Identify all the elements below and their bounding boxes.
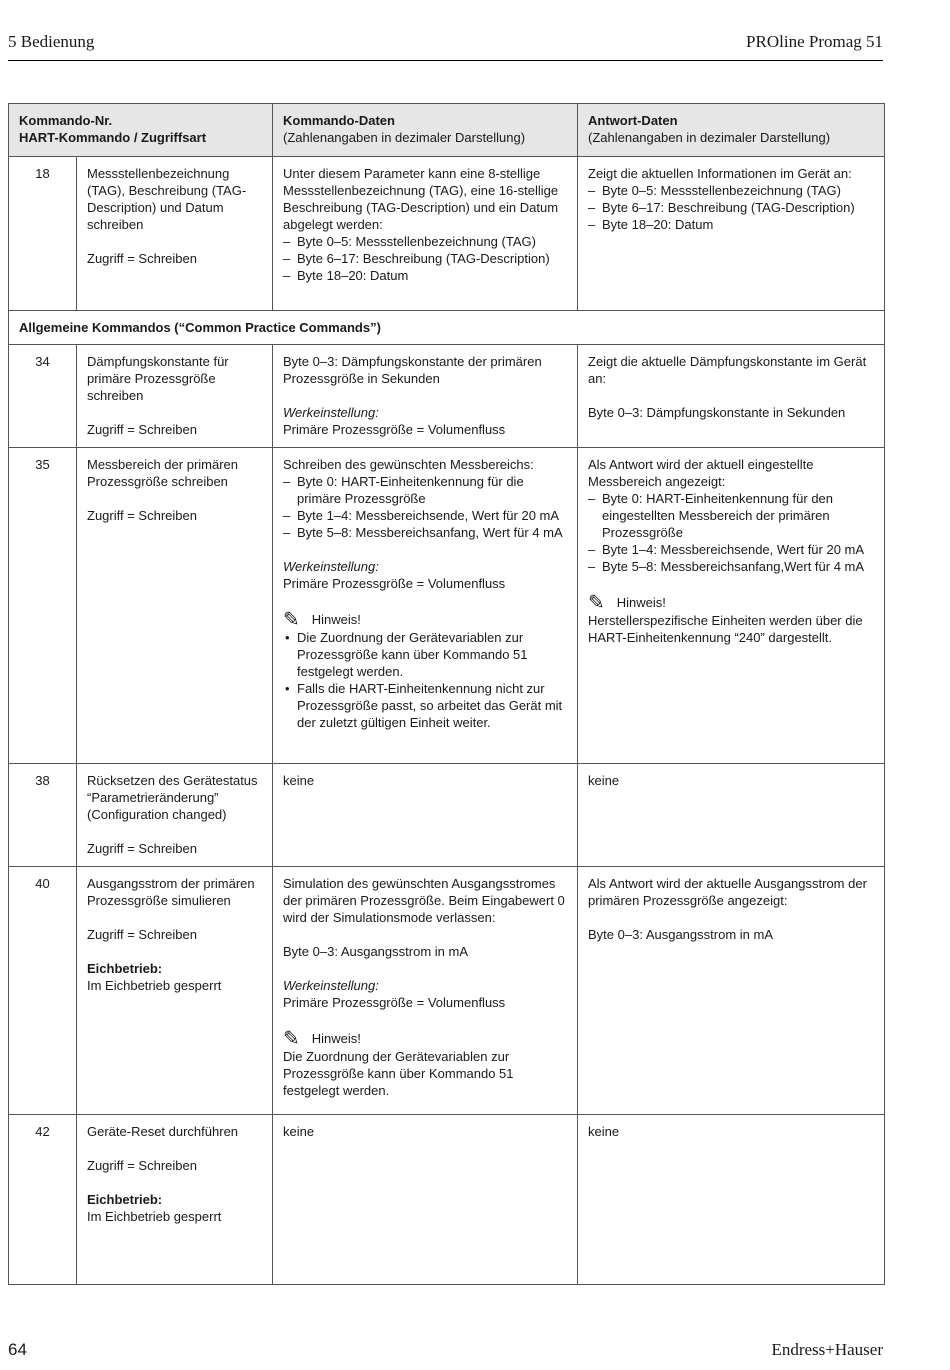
command-number: 40 bbox=[9, 867, 77, 1115]
command-data-cell bbox=[273, 448, 578, 764]
table-header-row bbox=[9, 104, 885, 157]
response-text: keine bbox=[588, 773, 620, 788]
access-type: Zugriff = Schreiben bbox=[87, 508, 197, 523]
response-data-cell bbox=[578, 448, 885, 764]
command-data-cell bbox=[273, 764, 578, 867]
response-data-cell bbox=[578, 345, 885, 448]
command-number: 35 bbox=[9, 448, 77, 764]
list-item: – Byte 0: HART-Einheitenkennung für den eingestellten Messbereich der primären Prozessgröße bbox=[588, 490, 874, 541]
list-item: – Byte 6–17: Beschreibung (TAG-Description) bbox=[588, 199, 874, 216]
table-row bbox=[9, 1115, 885, 1285]
page-number: 64 bbox=[8, 1340, 27, 1359]
response-text: keine bbox=[588, 1124, 620, 1139]
command-name-cell bbox=[77, 345, 273, 448]
command-data-intro: Simulation des gewünschten Ausgangsstromes der primären Prozessgröße. Beim Eingabewert 0 wird der Simulationsmode verlassen: bbox=[283, 876, 565, 925]
response-list bbox=[588, 182, 874, 233]
access-type: Zugriff = Schreiben bbox=[87, 251, 197, 266]
command-number: 38 bbox=[9, 764, 77, 867]
note-text: Die Zuordnung der Gerätevariablen zur Prozessgröße kann über Kommando 51 festgelegt werden. bbox=[283, 1049, 514, 1098]
pencil-icon: ✎ bbox=[283, 1026, 300, 1050]
command-name: Dämpfungskonstante für primäre Prozessgröße schreiben bbox=[87, 354, 229, 403]
access-type: Zugriff = Schreiben bbox=[87, 841, 197, 856]
header-command-data-label: Kommando-Daten bbox=[283, 113, 395, 128]
command-data-cell bbox=[273, 1115, 578, 1285]
response-intro: Zeigt die aktuellen Informationen im Gerät an: bbox=[588, 166, 852, 181]
header-access-label: HART-Kommando / Zugriffsart bbox=[19, 130, 207, 145]
pencil-icon: ✎ bbox=[283, 607, 300, 631]
response-list bbox=[588, 490, 874, 575]
command-data-text: keine bbox=[283, 1124, 315, 1139]
command-data-text: Byte 0–3: Ausgangsstrom in mA bbox=[283, 944, 468, 959]
table-row bbox=[9, 867, 885, 1115]
list-item: – Byte 0–5: Messstellenbezeichnung (TAG) bbox=[588, 182, 874, 199]
command-name-cell bbox=[77, 764, 273, 867]
list-item: • Falls die HART-Einheitenkennung nicht zur Prozessgröße passt, so arbeitet das Gerät mit der zuletzt gültigen Einheit weiter. bbox=[283, 680, 567, 731]
command-data-list bbox=[283, 233, 567, 284]
header-response-data-sub: (Zahlenangaben in dezimaler Darstellung) bbox=[588, 130, 831, 145]
note-list bbox=[283, 629, 567, 731]
chapter-title: 5 Bedienung bbox=[8, 32, 95, 51]
command-name-cell bbox=[77, 1115, 273, 1285]
access-type: Zugriff = Schreiben bbox=[87, 1158, 197, 1173]
note-heading bbox=[588, 592, 874, 612]
command-name-cell bbox=[77, 867, 273, 1115]
list-item: – Byte 1–4: Messbereichsende, Wert für 20 mA bbox=[283, 507, 567, 524]
access-type: Zugriff = Schreiben bbox=[87, 927, 197, 942]
note-label: Hinweis! bbox=[311, 611, 361, 627]
header-response-data bbox=[578, 104, 885, 157]
note-label: Hinweis! bbox=[311, 1030, 361, 1046]
command-name: Ausgangsstrom der primären Prozessgröße simulieren bbox=[87, 876, 255, 908]
table-row bbox=[9, 448, 885, 764]
command-data-cell bbox=[273, 157, 578, 311]
command-data-cell bbox=[273, 345, 578, 448]
response-intro: Zeigt die aktuelle Dämpfungskonstante im Gerät an: bbox=[588, 354, 867, 386]
table-row bbox=[9, 764, 885, 867]
command-number: 18 bbox=[9, 157, 77, 311]
list-item: – Byte 0: HART-Einheitenkennung für die primäre Prozessgröße bbox=[283, 473, 567, 507]
factory-setting-label: Werkeinstellung: bbox=[283, 978, 379, 993]
access-type: Zugriff = Schreiben bbox=[87, 422, 197, 437]
command-data-cell bbox=[273, 867, 578, 1115]
header-command-number bbox=[9, 104, 273, 157]
note-heading bbox=[283, 1028, 567, 1048]
calibration-text: Im Eichbetrieb gesperrt bbox=[87, 1209, 222, 1224]
command-number: 34 bbox=[9, 345, 77, 448]
brand-logo-text: Endress+Hauser bbox=[771, 1340, 883, 1359]
calibration-text: Im Eichbetrieb gesperrt bbox=[87, 978, 222, 993]
response-data-cell bbox=[578, 764, 885, 867]
header-command-number-label: Kommando-Nr. bbox=[19, 113, 113, 128]
list-item: • Die Zuordnung der Gerätevariablen zur Prozessgröße kann über Kommando 51 festgelegt werden. bbox=[283, 629, 567, 680]
list-item: – Byte 5–8: Messbereichsanfang, Wert für 4 mA bbox=[283, 524, 567, 541]
response-text: Byte 0–3: Ausgangsstrom in mA bbox=[588, 927, 773, 942]
command-data-list bbox=[283, 473, 567, 541]
command-name: Rücksetzen des Gerätestatus “Parametrieränderung” (Configuration changed) bbox=[87, 773, 258, 822]
calibration-label: Eichbetrieb: bbox=[87, 961, 163, 976]
factory-setting-value: Primäre Prozessgröße = Volumenfluss bbox=[283, 576, 506, 591]
list-item: – Byte 6–17: Beschreibung (TAG-Description) bbox=[283, 250, 567, 267]
factory-setting-label: Werkeinstellung: bbox=[283, 559, 379, 574]
command-data-intro: Schreiben des gewünschten Messbereichs: bbox=[283, 457, 534, 472]
command-data-text: keine bbox=[283, 773, 315, 788]
list-item: – Byte 18–20: Datum bbox=[283, 267, 567, 284]
header-command-data bbox=[273, 104, 578, 157]
response-data-cell bbox=[578, 157, 885, 311]
command-name-cell bbox=[77, 157, 273, 311]
response-data-cell bbox=[578, 1115, 885, 1285]
pencil-icon: ✎ bbox=[588, 590, 605, 614]
factory-setting-value: Primäre Prozessgröße = Volumenfluss bbox=[283, 422, 506, 437]
section-title: Allgemeine Kommandos (“Common Practice Commands”) bbox=[9, 311, 885, 345]
command-name: Geräte-Reset durchführen bbox=[87, 1124, 239, 1139]
section-row bbox=[9, 311, 885, 345]
list-item: – Byte 5–8: Messbereichsanfang,Wert für 4 mA bbox=[588, 558, 874, 575]
factory-setting-value: Primäre Prozessgröße = Volumenfluss bbox=[283, 995, 506, 1010]
list-item: – Byte 0–5: Messstellenbezeichnung (TAG) bbox=[283, 233, 567, 250]
command-data-intro: Unter diesem Parameter kann eine 8-stellige Messstellenbezeichnung (TAG), eine 16-stellige Beschreibung (TAG-Description) und ein Datum abgelegt werden: bbox=[283, 166, 559, 232]
response-data-cell bbox=[578, 867, 885, 1115]
header-response-data-label: Antwort-Daten bbox=[588, 113, 678, 128]
command-data-text: Byte 0–3: Dämpfungskonstante der primären Prozessgröße in Sekunden bbox=[283, 354, 542, 386]
command-name: Messstellenbezeichnung (TAG), Beschreibung (TAG-Description) und Datum schreiben bbox=[87, 166, 247, 232]
hart-command-table bbox=[8, 103, 885, 1285]
list-item: – Byte 1–4: Messbereichsende, Wert für 20 mA bbox=[588, 541, 874, 558]
command-name: Messbereich der primären Prozessgröße schreiben bbox=[87, 457, 239, 489]
page-header bbox=[8, 28, 883, 61]
page-footer bbox=[8, 1338, 883, 1362]
note-text: Herstellerspezifische Einheiten werden über die HART-Einheitenkennung “240” dargestellt. bbox=[588, 613, 863, 645]
note-heading bbox=[283, 609, 567, 629]
product-name: PROline Promag 51 bbox=[746, 32, 883, 51]
command-name-cell bbox=[77, 448, 273, 764]
note-label: Hinweis! bbox=[616, 594, 666, 610]
table-row bbox=[9, 157, 885, 311]
calibration-label: Eichbetrieb: bbox=[87, 1192, 163, 1207]
response-intro: Als Antwort wird der aktuell eingestellte Messbereich angezeigt: bbox=[588, 457, 814, 489]
response-text: Byte 0–3: Dämpfungskonstante in Sekunden bbox=[588, 405, 846, 420]
header-command-data-sub: (Zahlenangaben in dezimaler Darstellung) bbox=[283, 130, 526, 145]
table-row bbox=[9, 345, 885, 448]
factory-setting-label: Werkeinstellung: bbox=[283, 405, 379, 420]
response-intro: Als Antwort wird der aktuelle Ausgangsstrom der primären Prozessgröße angezeigt: bbox=[588, 876, 867, 908]
list-item: – Byte 18–20: Datum bbox=[588, 216, 874, 233]
command-number: 42 bbox=[9, 1115, 77, 1285]
